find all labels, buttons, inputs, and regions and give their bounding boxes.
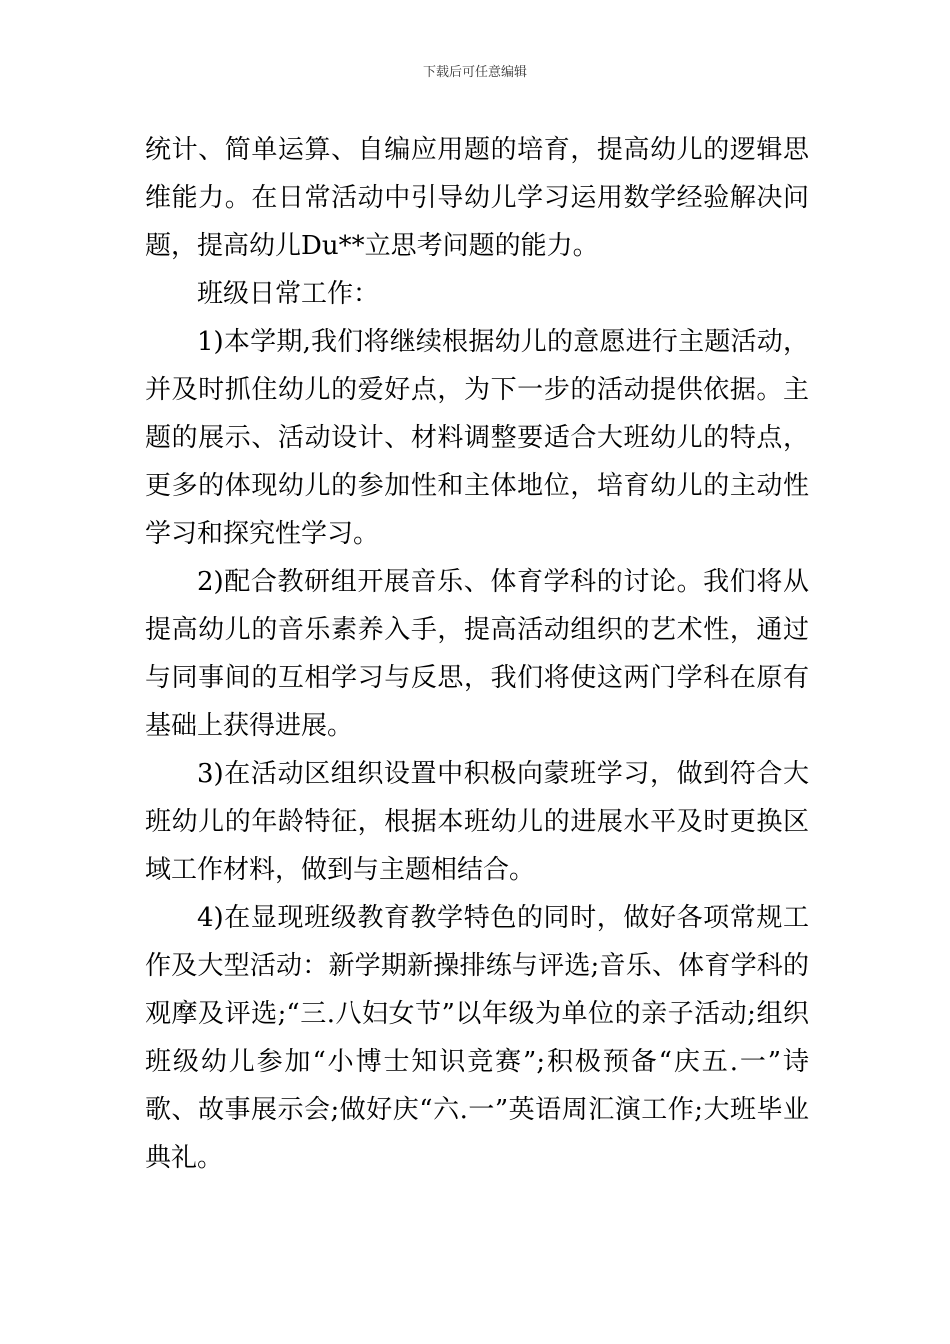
paragraph-continuation: 统计、简单运算、自编应用题的培育，提高幼儿的逻辑思维能力。在日常活动中引导幼儿学习运用数学经验解决问题，提高幼儿Du**立思考问题的能力。 xyxy=(145,135,809,261)
paragraph-item-1: 1)本学期,我们将继续根据幼儿的意愿进行主题活动，并及时抓住幼儿的爱好点，为下一步的活动提供依据。主题的展示、活动设计、材料调整要适合大班幼儿的特点，更多的体现幼儿的参加性和主体地位，培育幼儿的主动性学习和探究性学习。 xyxy=(145,327,809,549)
paragraph-item-3: 3)在活动区组织设置中积极向蒙班学习，做到符合大班幼儿的年龄特征，根据本班幼儿的进展水平及时更换区域工作材料，做到与主题相结合。 xyxy=(145,759,809,885)
paragraph-item-4: 4)在显现班级教育教学特色的同时，做好各项常规工作及大型活动：新学期新操排练与评选;音乐、体育学科的观摩及评选;“三.八妇女节”以年级为单位的亲子活动;组织班级幼儿参加“小博士知识竞赛”;积极预备“庆五.一”诗歌、故事展示会;做好庆“六.一”英语周汇演工作;大班毕业典礼。 xyxy=(145,903,809,1173)
paragraph-section-heading: 班级日常工作： xyxy=(197,279,380,309)
paragraph-item-2: 2)配合教研组开展音乐、体育学科的讨论。我们将从提高幼儿的音乐素养入手，提高活动组织的艺术性，通过与同事间的互相学习与反思，我们将使这两门学科在原有基础上获得进展。 xyxy=(145,567,809,741)
page-header: 下载后可任意编辑 xyxy=(422,65,527,80)
document-body xyxy=(145,126,809,1182)
